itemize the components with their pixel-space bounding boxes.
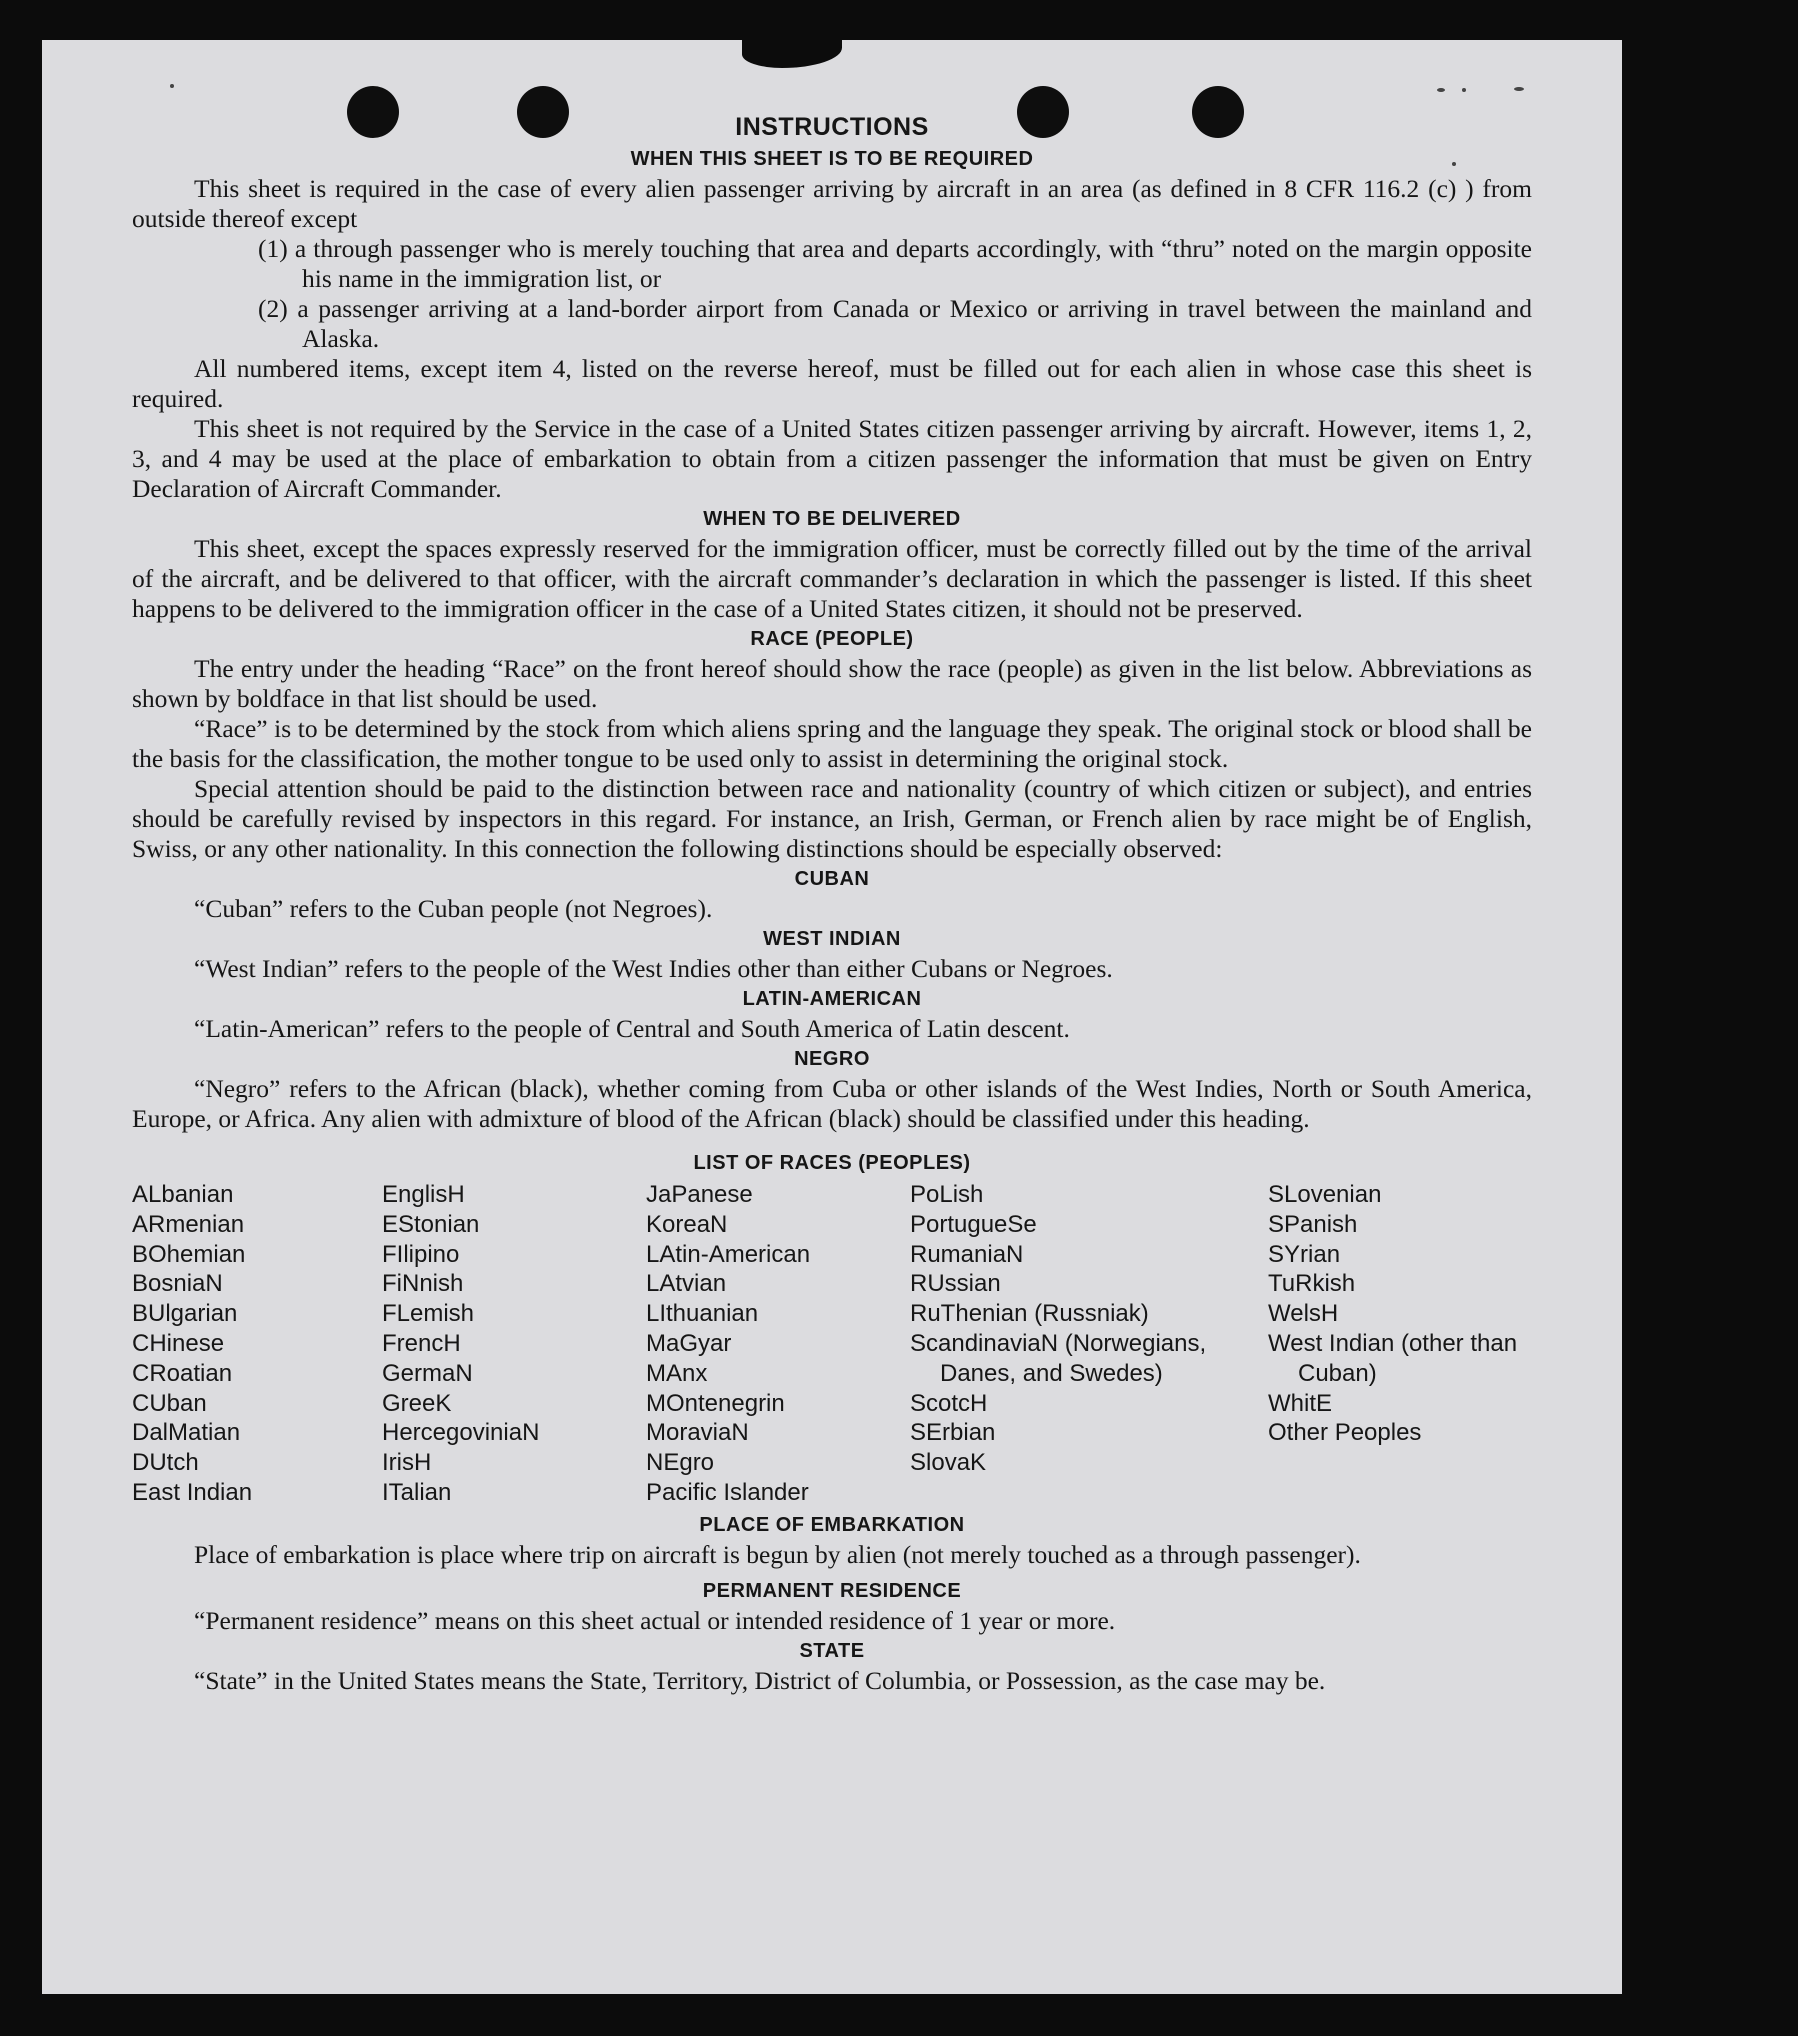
race-item: GermaN [382,1359,473,1387]
section-heading: LIST OF RACES (PEOPLES) [693,1152,971,1174]
list-item: (2) a passenger arriving at a land-border airport from Canada or Mexico or arriving in travel between the mainland and Alaska. [258,294,1532,353]
race-item: MOntenegrin [646,1389,785,1417]
section-heading: WEST INDIAN [763,928,901,950]
section-heading: WHEN THIS SHEET IS TO BE REQUIRED [630,148,1034,170]
race-item: KoreaN [646,1210,728,1238]
document-sheet [42,40,1622,1994]
race-item: LAtin-American [646,1240,811,1268]
section-heading: RACE (PEOPLE) [750,628,914,650]
paragraph: “Negro” refers to the African (black), whether coming from Cuba or other islands of the West Indies, North or South America, Europe, or Africa. Any alien with admixture of blood of the African (black) should be classified under this heading. [132,1074,1532,1133]
race-item: ARmenian [132,1210,245,1238]
race-column [910,1180,1215,1478]
race-item: Pacific Islander [646,1478,809,1506]
race-item: BOhemian [132,1240,246,1268]
section-heading: CUBAN [794,868,870,890]
race-item: CHinese [132,1329,225,1357]
race-item: NEgro [646,1449,715,1477]
paragraph: Place of embarkation is place where trip on aircraft is begun by alien (not merely touched as a through passenger). [194,1540,1361,1569]
section-heading: STATE [799,1640,865,1662]
race-item: RumaniaN [910,1240,1024,1268]
race-item: PoLish [910,1181,984,1208]
race-item: FLemish [382,1300,475,1328]
race-item: DUtch [132,1449,199,1477]
race-item: CUban [132,1389,207,1417]
section-heading: NEGRO [794,1048,870,1070]
race-item: PortugueSe [910,1210,1037,1238]
paragraph: “Race” is to be determined by the stock from which aliens spring and the language they speak. The original stock or blood shall be the basis for the classification, the mother tongue to be used only to assist in determining the original stock. [132,714,1532,773]
race-item: RuThenian (Russniak) [910,1300,1149,1328]
paragraph: Special attention should be paid to the distinction between race and nationality (country of which citizen or subject), and entries should be carefully revised by inspectors in this regard. For instance, an Irish, German, or French alien by race might be of English, Swiss, or any other nationality. In this connection the following distinctions should be especially observed: [132,774,1532,863]
race-item: SlovaK [910,1449,987,1477]
race-item: FrencH [382,1329,461,1357]
race-item: HercegoviniaN [382,1419,540,1447]
section-heading: PLACE OF EMBARKATION [699,1514,965,1536]
race-item: LAtvian [646,1270,727,1298]
paragraph: “State” in the United States means the State, Territory, District of Columbia, or Possession, as the case may be. [194,1666,1326,1695]
paragraph: This sheet, except the spaces expressly reserved for the immigration officer, must be correctly filled out by the time of the arrival of the aircraft, and be delivered to that officer, with the aircraft commander’s declaration in which the passenger is listed. If this sheet happens to be delivered to the immigration officer in the case of a United States citizen, it should not be preserved. [132,534,1532,623]
race-item: WhitE [1268,1389,1333,1417]
race-item: MAnx [646,1359,708,1387]
speck [1437,88,1445,92]
section-heading: LATIN-AMERICAN [742,988,922,1010]
race-item: SErbian [910,1419,996,1447]
race-item: ITalian [382,1478,452,1506]
race-item: ScandinaviaN (Norwegians, Danes, and Swedes) [910,1329,1207,1387]
paragraph: All numbered items, except item 4, listed on the reverse hereof, must be filled out for each alien in whose case this sheet is required. [132,354,1532,413]
paragraph: This sheet is required in the case of every alien passenger arriving by aircraft in an area (as defined in 8 CFR 116.2 (c) ) from outside thereof except [132,174,1532,233]
race-item: JaPanese [646,1181,753,1208]
race-item: LIthuanian [646,1300,759,1328]
paragraph: “Permanent residence” means on this sheet actual or intended residence of 1 year or more. [194,1606,1116,1635]
speck [170,84,174,88]
race-item: DalMatian [132,1419,241,1447]
race-item: ScotcH [910,1389,988,1417]
paragraph: This sheet is not required by the Service in the case of a United States citizen passenger arriving by aircraft. However, items 1, 2, 3, and 4 may be used at the place of embarkation to obtain from a citizen passenger the information that must be given on Entry Declaration of Aircraft Commander. [132,414,1532,503]
torn-notch [742,40,842,68]
race-item: RUssian [910,1270,1001,1298]
race-item: Other Peoples [1268,1419,1422,1447]
race-item: West Indian (other than Cuban) [1268,1329,1518,1387]
race-item: MoraviaN [646,1419,749,1447]
speck [1514,87,1524,91]
race-item: EnglisH [382,1181,465,1208]
race-item: GreeK [382,1389,452,1417]
race-item: BosniaN [132,1270,223,1298]
race-item: TuRkish [1268,1270,1356,1298]
page-title: INSTRUCTIONS [735,113,929,141]
paragraph: “Cuban” refers to the Cuban people (not Negroes). [194,894,713,923]
race-item: SLovenian [1268,1181,1382,1208]
section-heading: WHEN TO BE DELIVERED [703,508,961,530]
race-item: East Indian [132,1478,253,1506]
paragraph: “West Indian” refers to the people of the West Indies other than either Cubans or Negroes. [194,954,1113,983]
paragraph: The entry under the heading “Race” on the front hereof should show the race (people) as given in the list below. Abbreviations as shown by boldface in that list should be used. [132,654,1532,713]
race-item: EStonian [382,1210,480,1238]
race-item: WelsH [1268,1300,1339,1328]
race-column [382,1180,642,1508]
race-item: CRoatian [132,1359,233,1387]
race-column [646,1180,906,1508]
race-item: MaGyar [646,1329,732,1357]
race-column [1268,1180,1528,1448]
race-item: SPanish [1268,1210,1358,1238]
race-column [132,1180,372,1508]
race-item: SYrian [1268,1240,1341,1268]
race-item: ALbanian [132,1181,234,1208]
race-item: FiNnish [382,1270,464,1298]
race-item: BUlgarian [132,1300,238,1328]
section-heading: PERMANENT RESIDENCE [702,1580,962,1602]
speck [1462,88,1466,92]
paragraph: “Latin-American” refers to the people of Central and South America of Latin descent. [194,1014,1070,1043]
race-item: FIlipino [382,1240,460,1268]
list-item: (1) a through passenger who is merely touching that area and departs accordingly, with “thru” noted on the margin opposite his name in the immigration list, or [258,234,1532,293]
race-item: IrisH [382,1449,432,1477]
race-list [132,1180,1532,1510]
instructions-body [132,110,1532,1696]
